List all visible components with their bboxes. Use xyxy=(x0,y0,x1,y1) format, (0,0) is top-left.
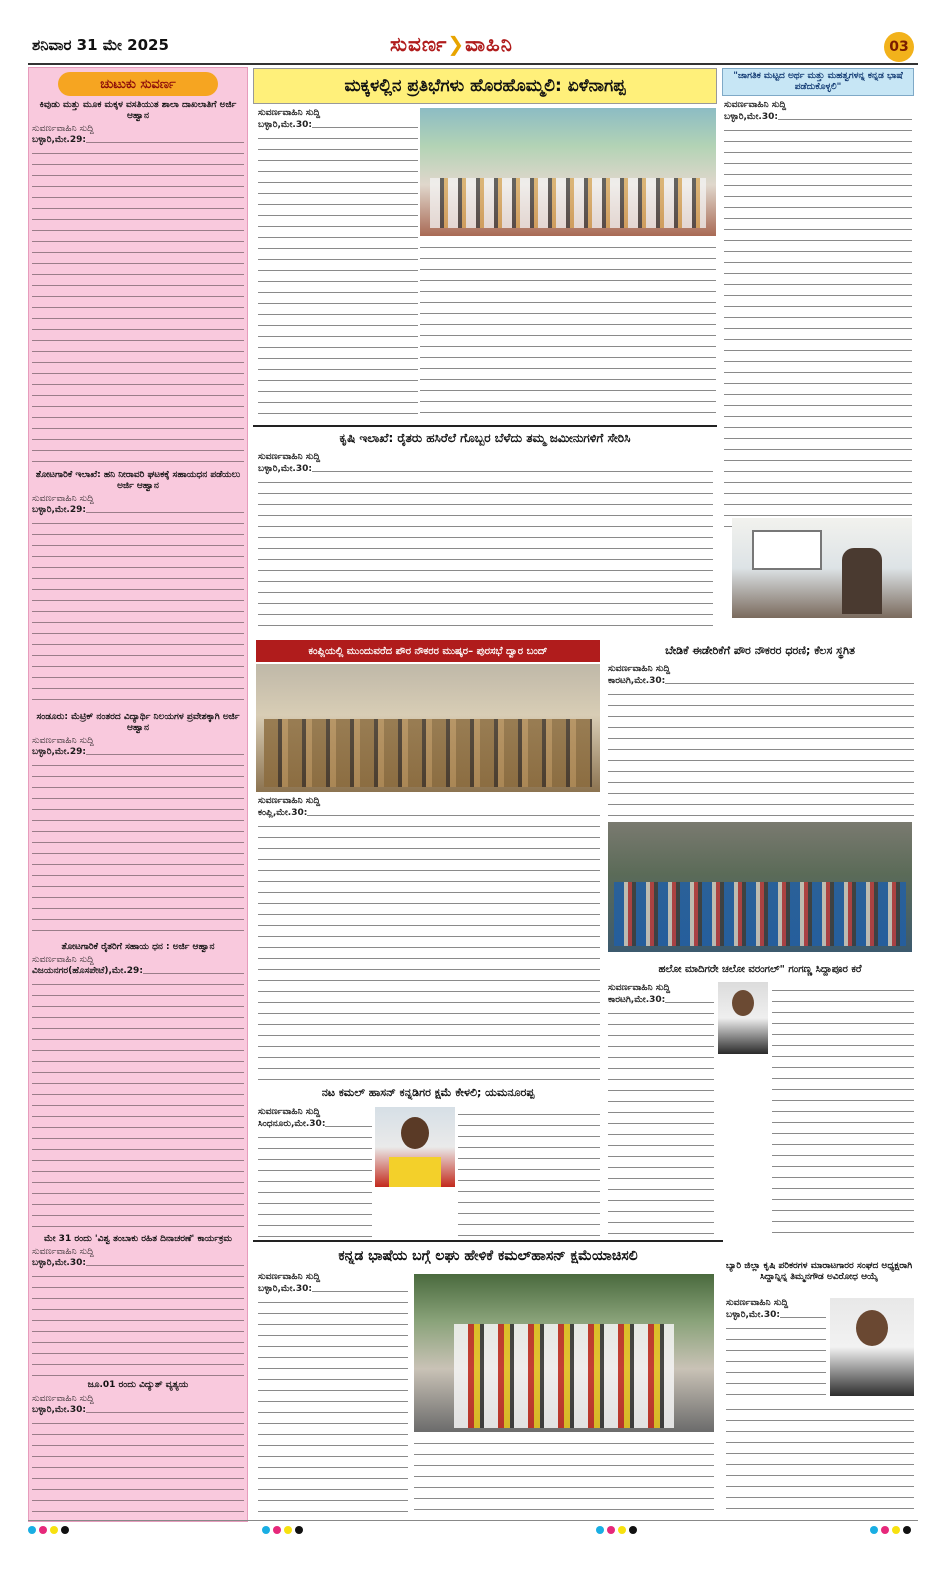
brief-byline: ಸುವರ್ಣವಾಹಿನಿ ಸುದ್ದಿ xyxy=(32,1394,94,1404)
kamal2-dateline: ಬಳ್ಳಾರಿ,ಮೇ.30: xyxy=(258,1284,312,1294)
brief-body xyxy=(32,1405,244,1515)
kamal2-body xyxy=(258,1284,408,1512)
election-byline: ಸುವರ್ಣವಾಹಿನಿ ಸುದ್ದಿ xyxy=(726,1298,789,1308)
kamal1-body-continued xyxy=(458,1107,600,1237)
portrait-photo xyxy=(830,1298,914,1396)
brief-byline: ಸುವರ್ಣವಾಹಿನಿ ಸುದ್ದಿ xyxy=(32,494,94,504)
brief-dateline: ಬಳ್ಳಾರಿ,ಮೇ.30: xyxy=(32,1405,86,1415)
main-dateline: ಬಳ್ಳಾರಿ,ಮೇ.30: xyxy=(258,120,312,130)
brief-title: ಸಂಡೂರು: ಮೆಟ್ರಿಕ್ ನಂತರದ ವಿದ್ಯಾರ್ಥಿ ನಿಲಯಗಳ ಪ್ರವೇಶಕ್ಕಾಗಿ ಅರ್ಜಿ ಆಹ್ವಾನ xyxy=(36,712,240,733)
election-headline: ಬ್ಯಾರಿ ಜಿಲ್ಲಾ ಕೃಷಿ ಪರಿಕರಗಳ ಮಾರಾಟಗಾರರ ಸಂಘದ ಅಧ್ಯಕ್ಷರಾಗಿ ಸಿದ್ದಾನ್ನಿನ್ನ ತಿಮ್ಮನಗೌಡ ಅವಿರೋಧ ಆಯ್ಕೆ xyxy=(725,1261,913,1282)
protest-dateline: ಕಾರಟಗಿ,ಮೇ.30: xyxy=(608,676,666,686)
brief-dateline: ವಿಜಯನಗರ(ಹೊಸಪೇಟೆ),ಮೇ.29: xyxy=(32,966,143,976)
warangal-body-continued xyxy=(772,983,914,1240)
brief-body xyxy=(32,505,244,705)
speaker-at-podium-photo xyxy=(732,518,912,618)
children-group-photo xyxy=(420,108,716,236)
strike-body xyxy=(258,808,600,1080)
brief-byline: ಸುವರ್ಣವಾಹಿನಿ ಸುದ್ದಿ xyxy=(32,736,94,746)
portrait-face xyxy=(732,990,754,1016)
registration-marks-right xyxy=(870,1526,911,1534)
main-headline: ಮಕ್ಕಳಲ್ಲಿನ ಪ್ರತಿಭೆಗಳು ಹೊರಹೊಮ್ಮಲಿ: ಏಳೆನಾಗಪ್ಪ xyxy=(253,68,717,104)
brief-byline: ಸುವರ್ಣವಾಹಿನಿ ಸುದ್ದಿ xyxy=(32,1247,94,1257)
brief-dateline: ಬಳ್ಳಾರಿ,ಮೇ.29: xyxy=(32,505,86,515)
workers-group xyxy=(264,719,592,787)
brief-byline: ಸುವರ್ಣವಾಹಿನಿ ಸುದ್ದಿ xyxy=(32,955,94,965)
registration-marks xyxy=(262,1526,303,1534)
brief-body xyxy=(32,747,244,937)
brief-dateline: ಬಳ್ಳಾರಿ,ಮೇ.29: xyxy=(32,747,86,757)
agri-body xyxy=(258,464,713,629)
brief-title: ತೋಟಗಾರಿಕೆ ಇಲಾಖೆ: ಹನಿ ನೀರಾವರಿ ಘಟಕಕ್ಕೆ ಸಹಾಯಧನ ಪಡೆಯಲು ಅರ್ಜಿ ಆಹ್ವಾನ xyxy=(35,470,241,491)
warangal-dateline: ಕಾರಟಗಿ,ಮೇ.30: xyxy=(608,995,666,1005)
masthead-rule xyxy=(28,63,918,65)
election-dateline: ಬಳ್ಳಾರಿ,ಮೇ.30: xyxy=(726,1310,780,1320)
kamal1-body xyxy=(258,1119,372,1237)
portrait-face xyxy=(401,1117,429,1149)
brief-title: ಮೇ 31 ರಂದು 'ವಿಶ್ವ ತಂಬಾಕು ರಹಿತ ದಿನಾಚರಣೆ' ಕಾರ್ಯಕ್ರಮ xyxy=(44,1234,232,1244)
agri-byline: ಸುವರ್ಣವಾಹಿನಿ ಸುದ್ದಿ xyxy=(258,452,321,462)
kamal2-byline: ಸುವರ್ಣವಾಹಿನಿ ಸುದ್ದಿ xyxy=(258,1272,321,1282)
agri-dateline: ಬಳ್ಳಾರಿ,ಮೇ.30: xyxy=(258,464,312,474)
strike-byline: ಸುವರ್ಣವಾಹಿನಿ ಸುದ್ದಿ xyxy=(258,796,321,806)
right-top-body xyxy=(724,112,912,530)
main-body xyxy=(258,120,418,420)
children-group xyxy=(430,178,706,228)
brief-byline: ಸುವರ್ಣವಾಹಿನಿ ಸುದ್ದಿ xyxy=(32,124,94,134)
protest-gathering-photo xyxy=(608,822,912,952)
page-number: 03 xyxy=(884,32,914,62)
right-top-headline: "ಜಾಗತಿಕ ಮಟ್ಟದ ಅರ್ಥ ಮತ್ತು ಮಹತ್ವಗಳನ್ನ ಕನ್ನಡ ಭಾಷೆ ಪಡೆದುಕೊಳ್ಳಲಿ" xyxy=(722,68,914,96)
registration-marks-left xyxy=(28,1526,69,1534)
right-top-dateline: ಬಳ್ಳಾರಿ,ಮೇ.30: xyxy=(724,112,778,122)
main-byline: ಸುವರ್ಣವಾಹಿನಿ ಸುದ್ದಿ xyxy=(258,108,321,118)
portrait-face xyxy=(856,1310,888,1346)
brief-body xyxy=(32,1258,244,1376)
brief-body xyxy=(32,966,244,1231)
protesters-group xyxy=(614,882,906,946)
brief-dateline: ಬಳ್ಳಾರಿ,ಮೇ.29: xyxy=(32,135,86,145)
section-rule xyxy=(253,1240,723,1242)
main-body-continued xyxy=(420,240,716,420)
footer-rule xyxy=(28,1520,918,1521)
election-body-continued xyxy=(726,1402,914,1514)
strike-headline: ಕಂಪ್ಲಿಯಲ್ಲಿ ಮುಂದುವರೆದ ಪೌರ ನೌಕರರ ಮುಷ್ಕರ– ಪುರಸಭೆ ದ್ವಾರ ಬಂದ್ xyxy=(256,640,600,662)
warangal-body xyxy=(608,995,714,1240)
kamal1-dateline: ಸಿಂಧನೂರು,ಮೇ.30: xyxy=(258,1119,326,1129)
sanitation-workers-strike-photo xyxy=(256,664,600,792)
logo-left: ಸುವರ್ಣ xyxy=(390,32,448,56)
left-column-header: ಚುಟುಕು ಸುವರ್ಣ xyxy=(58,72,218,96)
registration-marks xyxy=(596,1526,637,1534)
agri-headline: ಕೃಷಿ ಇಲಾಖೆ: ರೈತರು ಹಸಿರೆಲೆ ಗೊಬ್ಬರ ಬೆಳೆದು ತಮ್ಮ ಜಮೀನುಗಳಿಗೆ ಸೇರಿಸಿ xyxy=(339,430,631,445)
people-group xyxy=(454,1324,674,1428)
strike-dateline: ಕಂಪ್ಲಿ,ಮೇ.30: xyxy=(258,808,308,818)
protest-byline: ಸುವರ್ಣವಾಹಿನಿ ಸುದ್ದಿ xyxy=(608,664,671,674)
kamal1-headline: ನಟ ಕಮಲ್ ಹಾಸನ್ ಕನ್ನಡಿಗರ ಕ್ಷಮೆ ಕೇಳಲಿ; ಯಮನೂರಪ್ಪ xyxy=(321,1086,535,1099)
right-top-byline: ಸುವರ್ಣವಾಹಿನಿ ಸುದ್ದಿ xyxy=(724,100,787,110)
memorandum-handover-photo xyxy=(414,1274,714,1432)
brief-dateline: ಬಳ್ಳಾರಿ,ಮೇ.30: xyxy=(32,1258,86,1268)
kamal1-byline: ಸುವರ್ಣವಾಹಿನಿ ಸುದ್ದಿ xyxy=(258,1107,321,1117)
election-body xyxy=(726,1310,826,1400)
section-rule xyxy=(253,425,717,427)
protest-body xyxy=(608,676,914,816)
logo-right: ವಾಹಿನಿ xyxy=(465,32,513,56)
brief-title: ತೋಟಗಾರಿಕೆ ರೈತರಿಗೆ ಸಹಾಯ ಧನ : ಅರ್ಜಿ ಆಹ್ವಾನ xyxy=(61,942,215,952)
brief-body xyxy=(32,135,244,465)
speaker xyxy=(842,548,882,614)
newspaper-logo xyxy=(390,32,513,56)
warangal-headline: ಹಲೋ ಮಾದಿಗರೇ ಚಲೋ ವರಂಗಲ್" ಗಂಗಣ್ಣ ಸಿದ್ದಾಪೂರ ಕರೆ xyxy=(658,963,862,975)
warangal-byline: ಸುವರ್ಣವಾಹಿನಿ ಸುದ್ದಿ xyxy=(608,983,671,993)
portrait-photo xyxy=(718,982,768,1054)
protest-headline: ಬೇಡಿಕೆ ಈಡೇರಿಕೆಗೆ ಪೌರ ನೌಕರರ ಧರಣಿ; ಕೆಲಸ ಸ್ಥಗಿತ xyxy=(665,644,855,657)
portrait-photo xyxy=(375,1107,455,1187)
logo-slash-icon: ❯ xyxy=(447,32,466,56)
brief-title: ಕಿವುಡು ಮತ್ತು ಮೂಕ ಮಕ್ಕಳ ವಸತಿಯುತ ಶಾಲಾ ದಾಖಲಾತಿಗೆ ಅರ್ಜಿ ಆಹ್ವಾನ xyxy=(39,100,237,121)
kamal2-headline: ಕನ್ನಡ ಭಾಷೆಯ ಬಗ್ಗೆ ಲಘು ಹೇಳಿಕೆ ಕಮಲ್‌ಹಾಸನ್ ಕ್ಷಮೆಯಾಚಿಸಲಿ xyxy=(338,1248,638,1264)
brief-title: ಜೂ.01 ರಂದು ವಿದ್ಯುತ್ ವ್ಯತ್ಯಯ xyxy=(87,1380,189,1390)
kamal2-body-continued xyxy=(414,1436,714,1512)
issue-date: ಶನಿವಾರ 31 ಮೇ 2025 xyxy=(32,36,169,54)
whiteboard xyxy=(752,530,822,570)
scarf xyxy=(389,1157,441,1187)
